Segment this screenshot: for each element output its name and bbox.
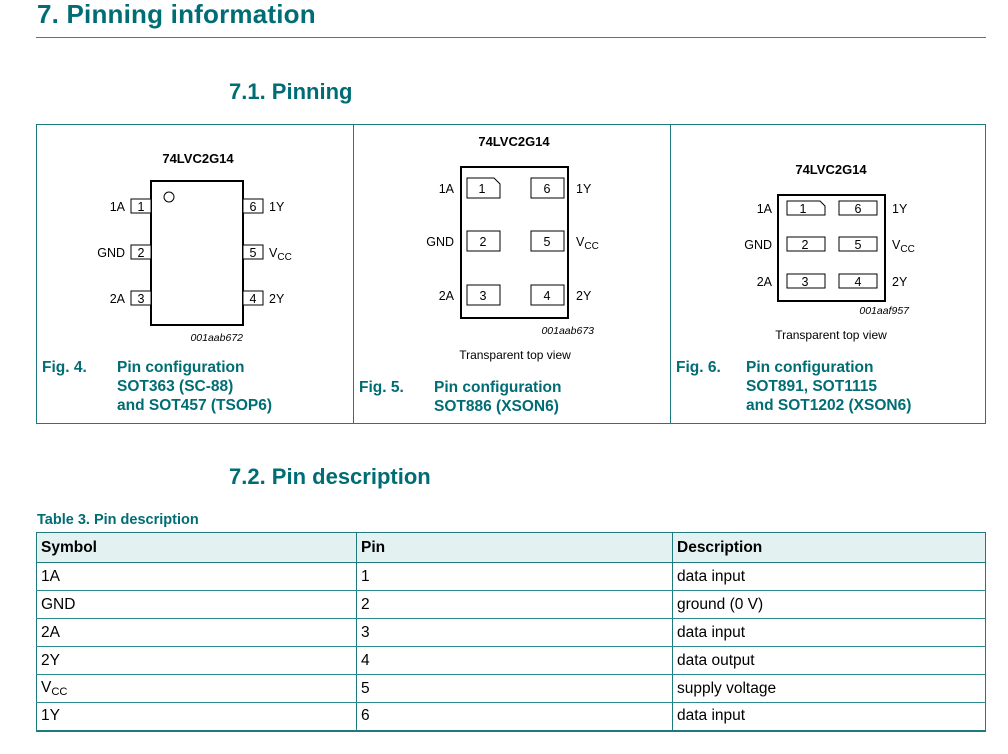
pin-5 [243, 245, 292, 263]
svg-text:3: 3 [137, 292, 145, 306]
section-title-rule [36, 37, 986, 38]
cell-pin: 3 [357, 619, 673, 647]
chip-name: 74LVC2G14 [795, 162, 867, 177]
svg-text:3: 3 [801, 275, 809, 289]
pin-1 [110, 199, 151, 214]
column-header-pin: Pin [357, 533, 673, 563]
svg-text:5: 5 [543, 235, 551, 249]
svg-text:6: 6 [249, 200, 257, 214]
svg-text:1A: 1A [109, 200, 125, 214]
drawing-id: 001aaf957 [859, 305, 909, 317]
svg-text:1A: 1A [756, 202, 772, 216]
figure-number: Fig. 4. [42, 359, 87, 376]
svg-text:2: 2 [137, 246, 145, 260]
cell-symbol: 2A [37, 619, 357, 647]
table-row [37, 563, 986, 591]
svg-text:GND: GND [744, 238, 772, 252]
svg-text:2: 2 [801, 238, 809, 252]
table-row [37, 703, 986, 731]
cell-description: data output [673, 647, 986, 675]
view-note: Transparent top view [459, 348, 571, 362]
svg-text:2A: 2A [109, 292, 125, 306]
caption-line: SOT363 (SC-88) [117, 378, 234, 395]
svg-text:1Y: 1Y [892, 202, 908, 216]
caption-line: SOT886 (XSON6) [434, 398, 559, 415]
svg-text:VCC: $V_{CC}$ [892, 238, 915, 255]
svg-text:3: 3 [479, 289, 487, 303]
svg-text:6: 6 [543, 182, 551, 196]
cell-description: supply voltage [673, 675, 986, 703]
svg-text:4: 4 [543, 289, 551, 303]
column-header-description: Description [673, 533, 986, 563]
svg-text:2: 2 [479, 235, 487, 249]
table-row [37, 619, 986, 647]
pin-6 [531, 178, 592, 198]
svg-text:GND: GND [97, 246, 125, 260]
cell-pin: 6 [357, 703, 673, 731]
figure-number: Fig. 5. [359, 379, 404, 396]
svg-text:VCC: $V_{CC}$ [576, 235, 599, 252]
cell-description: data input [673, 563, 986, 591]
pin-description-table [36, 532, 986, 732]
cell-symbol: 1Y [37, 703, 357, 731]
svg-text:2Y: 2Y [269, 292, 285, 306]
drawing-id: 001aab672 [190, 332, 243, 344]
svg-text:GND: GND [426, 235, 454, 249]
svg-text:VCC: $V_{CC}$ [269, 246, 292, 263]
svg-text:1Y: 1Y [576, 182, 592, 196]
cell-symbol: 1A [37, 563, 357, 591]
figure-6 [671, 125, 985, 423]
figure-5 [354, 125, 671, 423]
figure-4 [37, 125, 354, 423]
figure-number: Fig. 6. [676, 359, 721, 376]
cell-description: ground (0 V) [673, 591, 986, 619]
pin-3 [757, 274, 825, 289]
chip-name: 74LVC2G14 [162, 151, 234, 166]
cell-symbol: GND [37, 591, 357, 619]
table-row [37, 647, 986, 675]
pin-4 [531, 285, 592, 305]
subsection-title-pin-description: 7.2. Pin description [229, 464, 431, 489]
svg-text:1A: 1A [438, 182, 454, 196]
table-row [37, 591, 986, 619]
caption-line: Pin configuration [434, 379, 562, 396]
cell-description: data input [673, 703, 986, 731]
pin-1 [439, 178, 500, 198]
pin-4 [839, 274, 908, 289]
svg-text:1: 1 [137, 200, 145, 214]
pin-3 [110, 291, 151, 306]
pin-4 [243, 291, 285, 306]
table-row [37, 675, 986, 703]
pin-3 [439, 285, 500, 305]
drawing-id: 001aab673 [541, 325, 594, 337]
cell-pin: 5 [357, 675, 673, 703]
cell-pin: 4 [357, 647, 673, 675]
table-header-row [37, 533, 986, 563]
svg-text:4: 4 [249, 292, 257, 306]
cell-description: data input [673, 619, 986, 647]
table-title: Table 3. Pin description [37, 512, 199, 528]
figure-panel [36, 124, 986, 424]
svg-text:1Y: 1Y [269, 200, 285, 214]
caption-line: Pin configuration [117, 359, 245, 376]
package-body [151, 181, 243, 325]
view-note: Transparent top view [775, 328, 887, 342]
svg-text:5: 5 [854, 238, 862, 252]
svg-text:2Y: 2Y [576, 289, 592, 303]
caption-line: SOT891, SOT1115 [746, 378, 877, 395]
svg-text:1: 1 [478, 182, 486, 196]
section-title: 7. Pinning information [37, 0, 316, 29]
svg-text:4: 4 [854, 275, 862, 289]
svg-text:5: 5 [249, 246, 257, 260]
caption-line: and SOT1202 (XSON6) [746, 397, 912, 414]
svg-text:2A: 2A [756, 275, 772, 289]
cell-pin: 2 [357, 591, 673, 619]
cell-symbol: $V_{CC}$ [37, 675, 357, 703]
pin-1 [757, 201, 825, 216]
pin-2 [97, 245, 151, 260]
column-header-symbol: Symbol [37, 533, 357, 563]
cell-pin: 1 [357, 563, 673, 591]
chip-name: 74LVC2G14 [478, 134, 550, 149]
pin-6 [243, 199, 285, 214]
subsection-title-pinning: 7.1. Pinning [229, 79, 353, 104]
pin-6 [839, 201, 908, 216]
caption-line: and SOT457 (TSOP6) [117, 397, 273, 414]
svg-text:2A: 2A [438, 289, 454, 303]
caption-line: Pin configuration [746, 359, 874, 376]
cell-symbol: 2Y [37, 647, 357, 675]
svg-text:6: 6 [854, 202, 862, 216]
svg-text:2Y: 2Y [892, 275, 908, 289]
svg-text:1: 1 [799, 202, 807, 216]
